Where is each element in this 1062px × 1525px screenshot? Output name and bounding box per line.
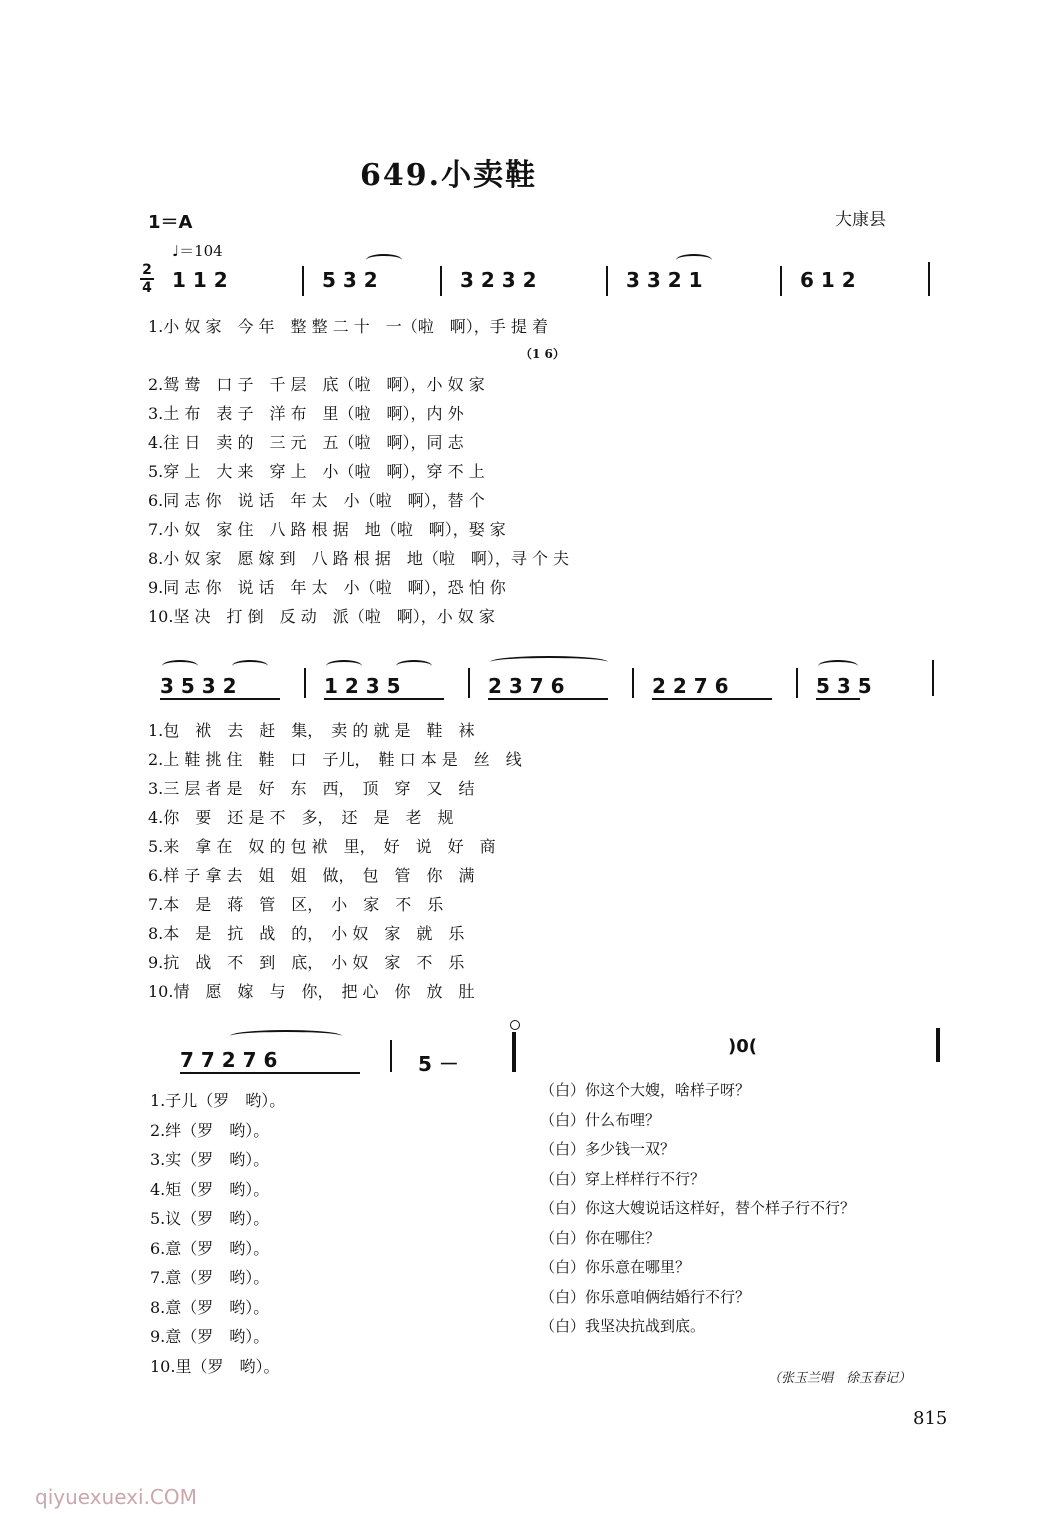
- barline: [932, 660, 934, 696]
- lyric-line: 6.意（罗 哟）。: [150, 1238, 270, 1258]
- slur: [230, 1030, 342, 1042]
- barline: [780, 266, 782, 296]
- meter-bottom: 4: [142, 280, 152, 296]
- lyric-line: 9.意（罗 哟）。: [150, 1327, 270, 1346]
- lyric-line: 2.上 鞋 挑 住 鞋 口 子儿， 鞋 口 本 是 丝 线: [148, 750, 522, 769]
- barline: [302, 266, 304, 296]
- beam-underline: [324, 698, 444, 700]
- measure-2-5: 5 3 5: [816, 674, 872, 698]
- barline: [468, 668, 470, 698]
- lyric-line: 8.小 奴 家 愿 嫁 到 八 路 根 据 地（啦 啊），寻 个 夫: [148, 549, 570, 568]
- lyric-line: 5.议（罗 哟）。: [150, 1209, 270, 1228]
- measure-1-4: 3 3 2 1: [626, 268, 703, 292]
- lyric-line: 1.包 袱 去 赶 集， 卖 的 就 是 鞋 袜: [148, 721, 475, 740]
- lyric-line: 9.同 志 你 说 话 年 太 小（啦 啊），恐 怕 你: [148, 578, 506, 597]
- measure-2-4: 2 2 7 6: [652, 674, 729, 698]
- spoken-lines: [540, 1076, 855, 1342]
- lyrics-system-3: [150, 1086, 285, 1381]
- slur: [232, 660, 268, 672]
- lyric-line: 2.鸳 鸯 口 子 千 层 底（啦 啊），小 奴 家: [148, 375, 485, 394]
- lyric-line: 7.本 是 蒋 管 区， 小 家 不 乐: [148, 895, 444, 914]
- spoken-line: （白）穿上样样行不行？: [540, 1169, 706, 1188]
- lyric-line: 2.绊（罗 哟）。: [150, 1120, 270, 1140]
- spoken-line: （白）多少钱一双？: [540, 1140, 676, 1158]
- slur: [326, 660, 362, 672]
- lyric-line: 7.意（罗 哟）。: [150, 1268, 270, 1287]
- lyric-line: 5.来 拿 在 奴 的 包 袱 里， 好 说 好 商: [148, 837, 496, 856]
- beam-underline: [180, 1072, 360, 1074]
- lyric-line: 3.土 布 表 子 洋 布 里（啦 啊），内 外: [148, 404, 464, 423]
- lyrics-system-2: [148, 716, 522, 1006]
- end-barline: [936, 1028, 940, 1062]
- credit-line: （张玉兰唱 徐玉春记）: [768, 1371, 912, 1386]
- beam-underline: [652, 698, 772, 700]
- spoken-line: （白）你在哪住？: [540, 1228, 661, 1247]
- measure-3-2: 5 －: [418, 1052, 459, 1076]
- lyric-line: 1.子儿（罗 哟）。: [150, 1091, 286, 1110]
- slur: [162, 660, 198, 672]
- slur: [676, 254, 712, 266]
- measure-2-1: 3 5 3 2: [160, 674, 237, 698]
- lyric-line: 4.往 日 卖 的 三 元 五（啦 啊），同 志: [148, 433, 464, 452]
- barline-fermata: [512, 1032, 516, 1072]
- measure-3-rest: )0(: [728, 1036, 757, 1057]
- measure-1-2: 5 3 2: [322, 268, 378, 292]
- barline: [928, 262, 930, 296]
- barline: [606, 266, 608, 296]
- watermark: qiyuexuexi.COM: [35, 1485, 197, 1509]
- barline: [440, 266, 442, 296]
- meter-top: 2: [142, 262, 152, 278]
- barline: [304, 668, 306, 698]
- measure-1-1: 1 1 2: [172, 268, 228, 292]
- spoken-line: （白）你这个大嫂，啥样子呀？: [540, 1081, 751, 1099]
- spoken-line: （白）你乐意咱俩结婚行不行？: [540, 1287, 751, 1306]
- page-number: 815: [913, 1408, 948, 1429]
- beam-underline: [816, 698, 860, 700]
- lyric-line: 7.小 奴 家 住 八 路 根 据 地（啦 啊），娶 家: [148, 520, 506, 539]
- spoken-line: （白）什么布哩？: [540, 1110, 661, 1129]
- lyric-line: 3.实（罗 哟）。: [150, 1150, 270, 1169]
- lyric-line: 10.里（罗 哟）。: [150, 1356, 280, 1376]
- slur: [396, 660, 432, 672]
- measure-3-1: 7 7 2 7 6: [180, 1048, 278, 1072]
- measure-1-5: 6 1 2: [800, 268, 856, 292]
- lyric-line: 10.坚 决 打 倒 反 动 派（啦 啊），小 奴 家: [148, 607, 495, 626]
- lyric-line: 3.三 层 者 是 好 东 西， 顶 穿 又 结: [148, 779, 475, 798]
- spoken-line: （白）你乐意在哪里？: [540, 1258, 691, 1276]
- lyric-line: 4.矩（罗 哟）。: [150, 1179, 270, 1199]
- spoken-line: （白）我坚决抗战到底。: [540, 1317, 706, 1335]
- lyric-line: 6.同 志 你 说 话 年 太 小（啦 啊），替 个: [148, 491, 485, 510]
- beam-underline: [160, 698, 280, 700]
- key-signature: 1＝A: [148, 212, 193, 233]
- lyric-line: 1.小 奴 家 今 年 整 整 二 十 一（啦 啊），手 提 着: [148, 317, 548, 336]
- barline: [632, 668, 634, 698]
- time-signature: [140, 262, 154, 296]
- lyric-line: 9.抗 战 不 到 底， 小 奴 家 不 乐: [148, 953, 465, 972]
- slur: [818, 660, 858, 672]
- lyric-line: 8.意（罗 哟）。: [150, 1297, 270, 1317]
- tempo-marking: ♩＝104: [172, 242, 223, 260]
- lyric-line: 8.本 是 抗 战 的， 小 奴 家 就 乐: [148, 924, 465, 943]
- fermata-icon: [510, 1020, 520, 1030]
- barline: [796, 668, 798, 698]
- slur: [490, 656, 608, 668]
- page-title: 649.小卖鞋: [360, 158, 538, 193]
- measure-2-3: 2 3 7 6: [488, 674, 565, 698]
- variant-notes: （1 6）: [520, 347, 565, 361]
- lyric-line: 5.穿 上 大 来 穿 上 小（啦 啊），穿 不 上: [148, 462, 485, 481]
- lyric-line: 4.你 要 还 是 不 多， 还 是 老 规: [148, 808, 454, 827]
- measure-1-3: 3 2 3 2: [460, 268, 537, 292]
- region-label: 大康县: [835, 210, 886, 230]
- lyrics-system-1: [148, 312, 569, 631]
- slur: [366, 254, 402, 266]
- barline: [390, 1040, 392, 1072]
- spoken-line: （白）你这大嫂说话这样好，替个样子行不行？: [540, 1199, 856, 1217]
- lyric-line: 10.情 愿 嫁 与 你， 把 心 你 放 肚: [148, 982, 475, 1001]
- measure-2-2: 1 2 3 5: [324, 674, 401, 698]
- beam-underline: [488, 698, 608, 700]
- lyric-line: 6.样 子 拿 去 姐 姐 做， 包 管 你 满: [148, 866, 475, 885]
